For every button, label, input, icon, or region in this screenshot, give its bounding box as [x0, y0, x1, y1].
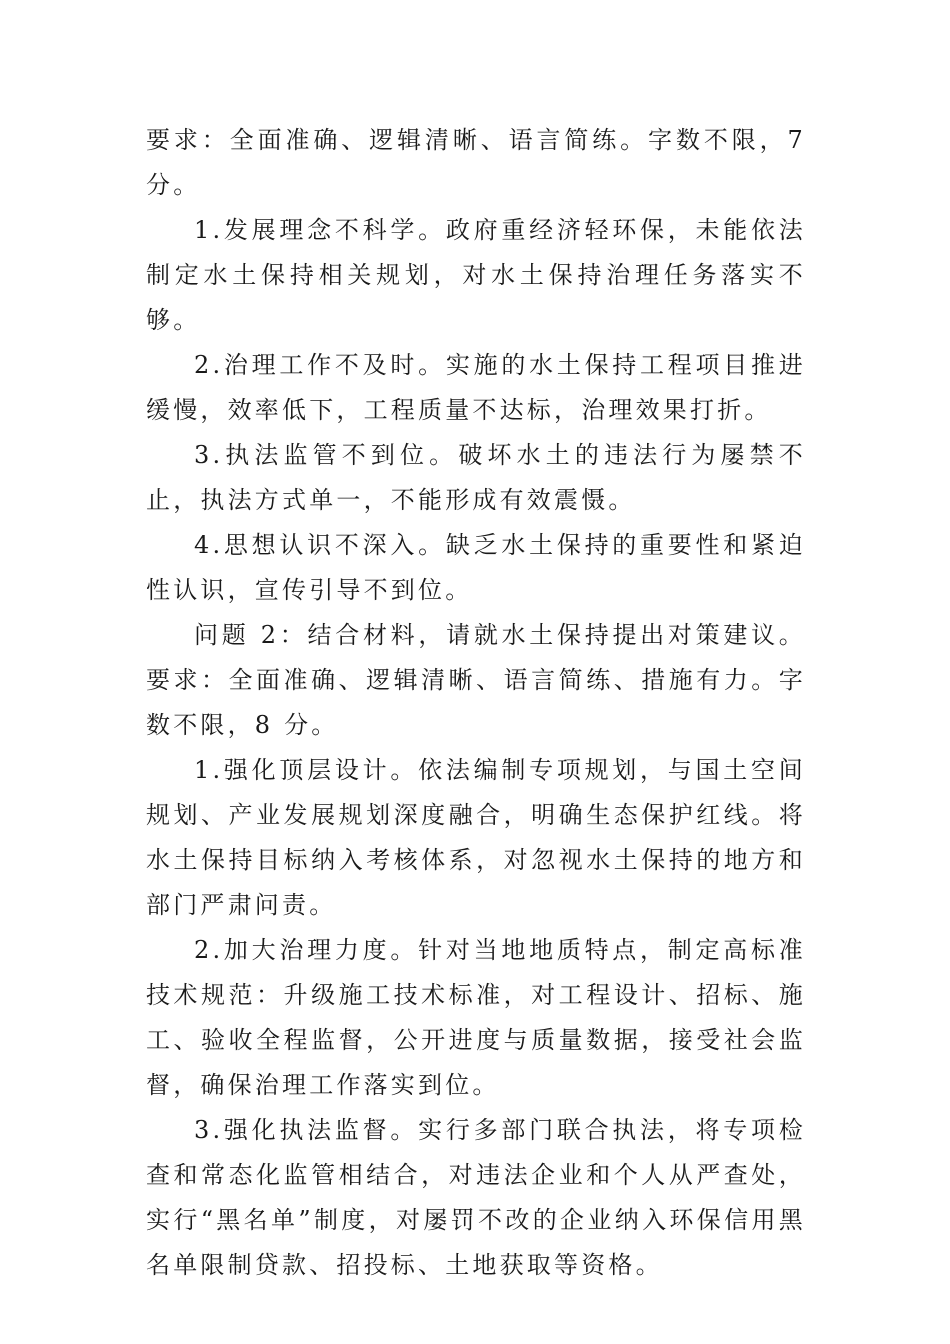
suggestion-point-2: 2.加大治理力度。针对当地地质特点，制定高标准技术规范：升级施工技术标准，对工程设计、招标、施工、验收全程监督，公开进度与质量数据，接受社会监督，确保治理工作落实到位。	[146, 936, 806, 1099]
problem-point-4: 4.思想认识不深入。缺乏水土保持的重要性和紧迫性认识，宣传引导不到位。	[146, 531, 806, 604]
question-2-prompt: 问题 2：结合材料，请就水土保持提出对策建议。要求：全面准确、逻辑清晰、语言简练、措施有力。字数不限，8 分。	[146, 621, 806, 739]
document-body	[146, 118, 806, 1288]
problem-point-2: 2.治理工作不及时。实施的水土保持工程项目推进缓慢，效率低下，工程质量不达标，治理效果打折。	[146, 351, 806, 424]
suggestion-point-1: 1.强化顶层设计。依法编制专项规划，与国土空间规划、产业发展规划深度融合，明确生态保护红线。将水土保持目标纳入考核体系，对忽视水土保持的地方和部门严肃问责。	[146, 756, 806, 919]
requirement-line: 要求：全面准确、逻辑清晰、语言简练。字数不限，7 分。	[146, 126, 806, 199]
suggestion-point-3: 3.强化执法监督。实行多部门联合执法，将专项检查和常态化监管相结合，对违法企业和个人从严查处，实行“黑名单”制度，对屡罚不改的企业纳入环保信用黑名单限制贷款、招投标、土地获取等资格。	[146, 1116, 806, 1279]
problem-point-3: 3.执法监管不到位。破坏水土的违法行为屡禁不止，执法方式单一，不能形成有效震慑。	[146, 441, 806, 514]
problem-point-1: 1.发展理念不科学。政府重经济轻环保，未能依法制定水土保持相关规划，对水土保持治理任务落实不够。	[146, 216, 806, 334]
